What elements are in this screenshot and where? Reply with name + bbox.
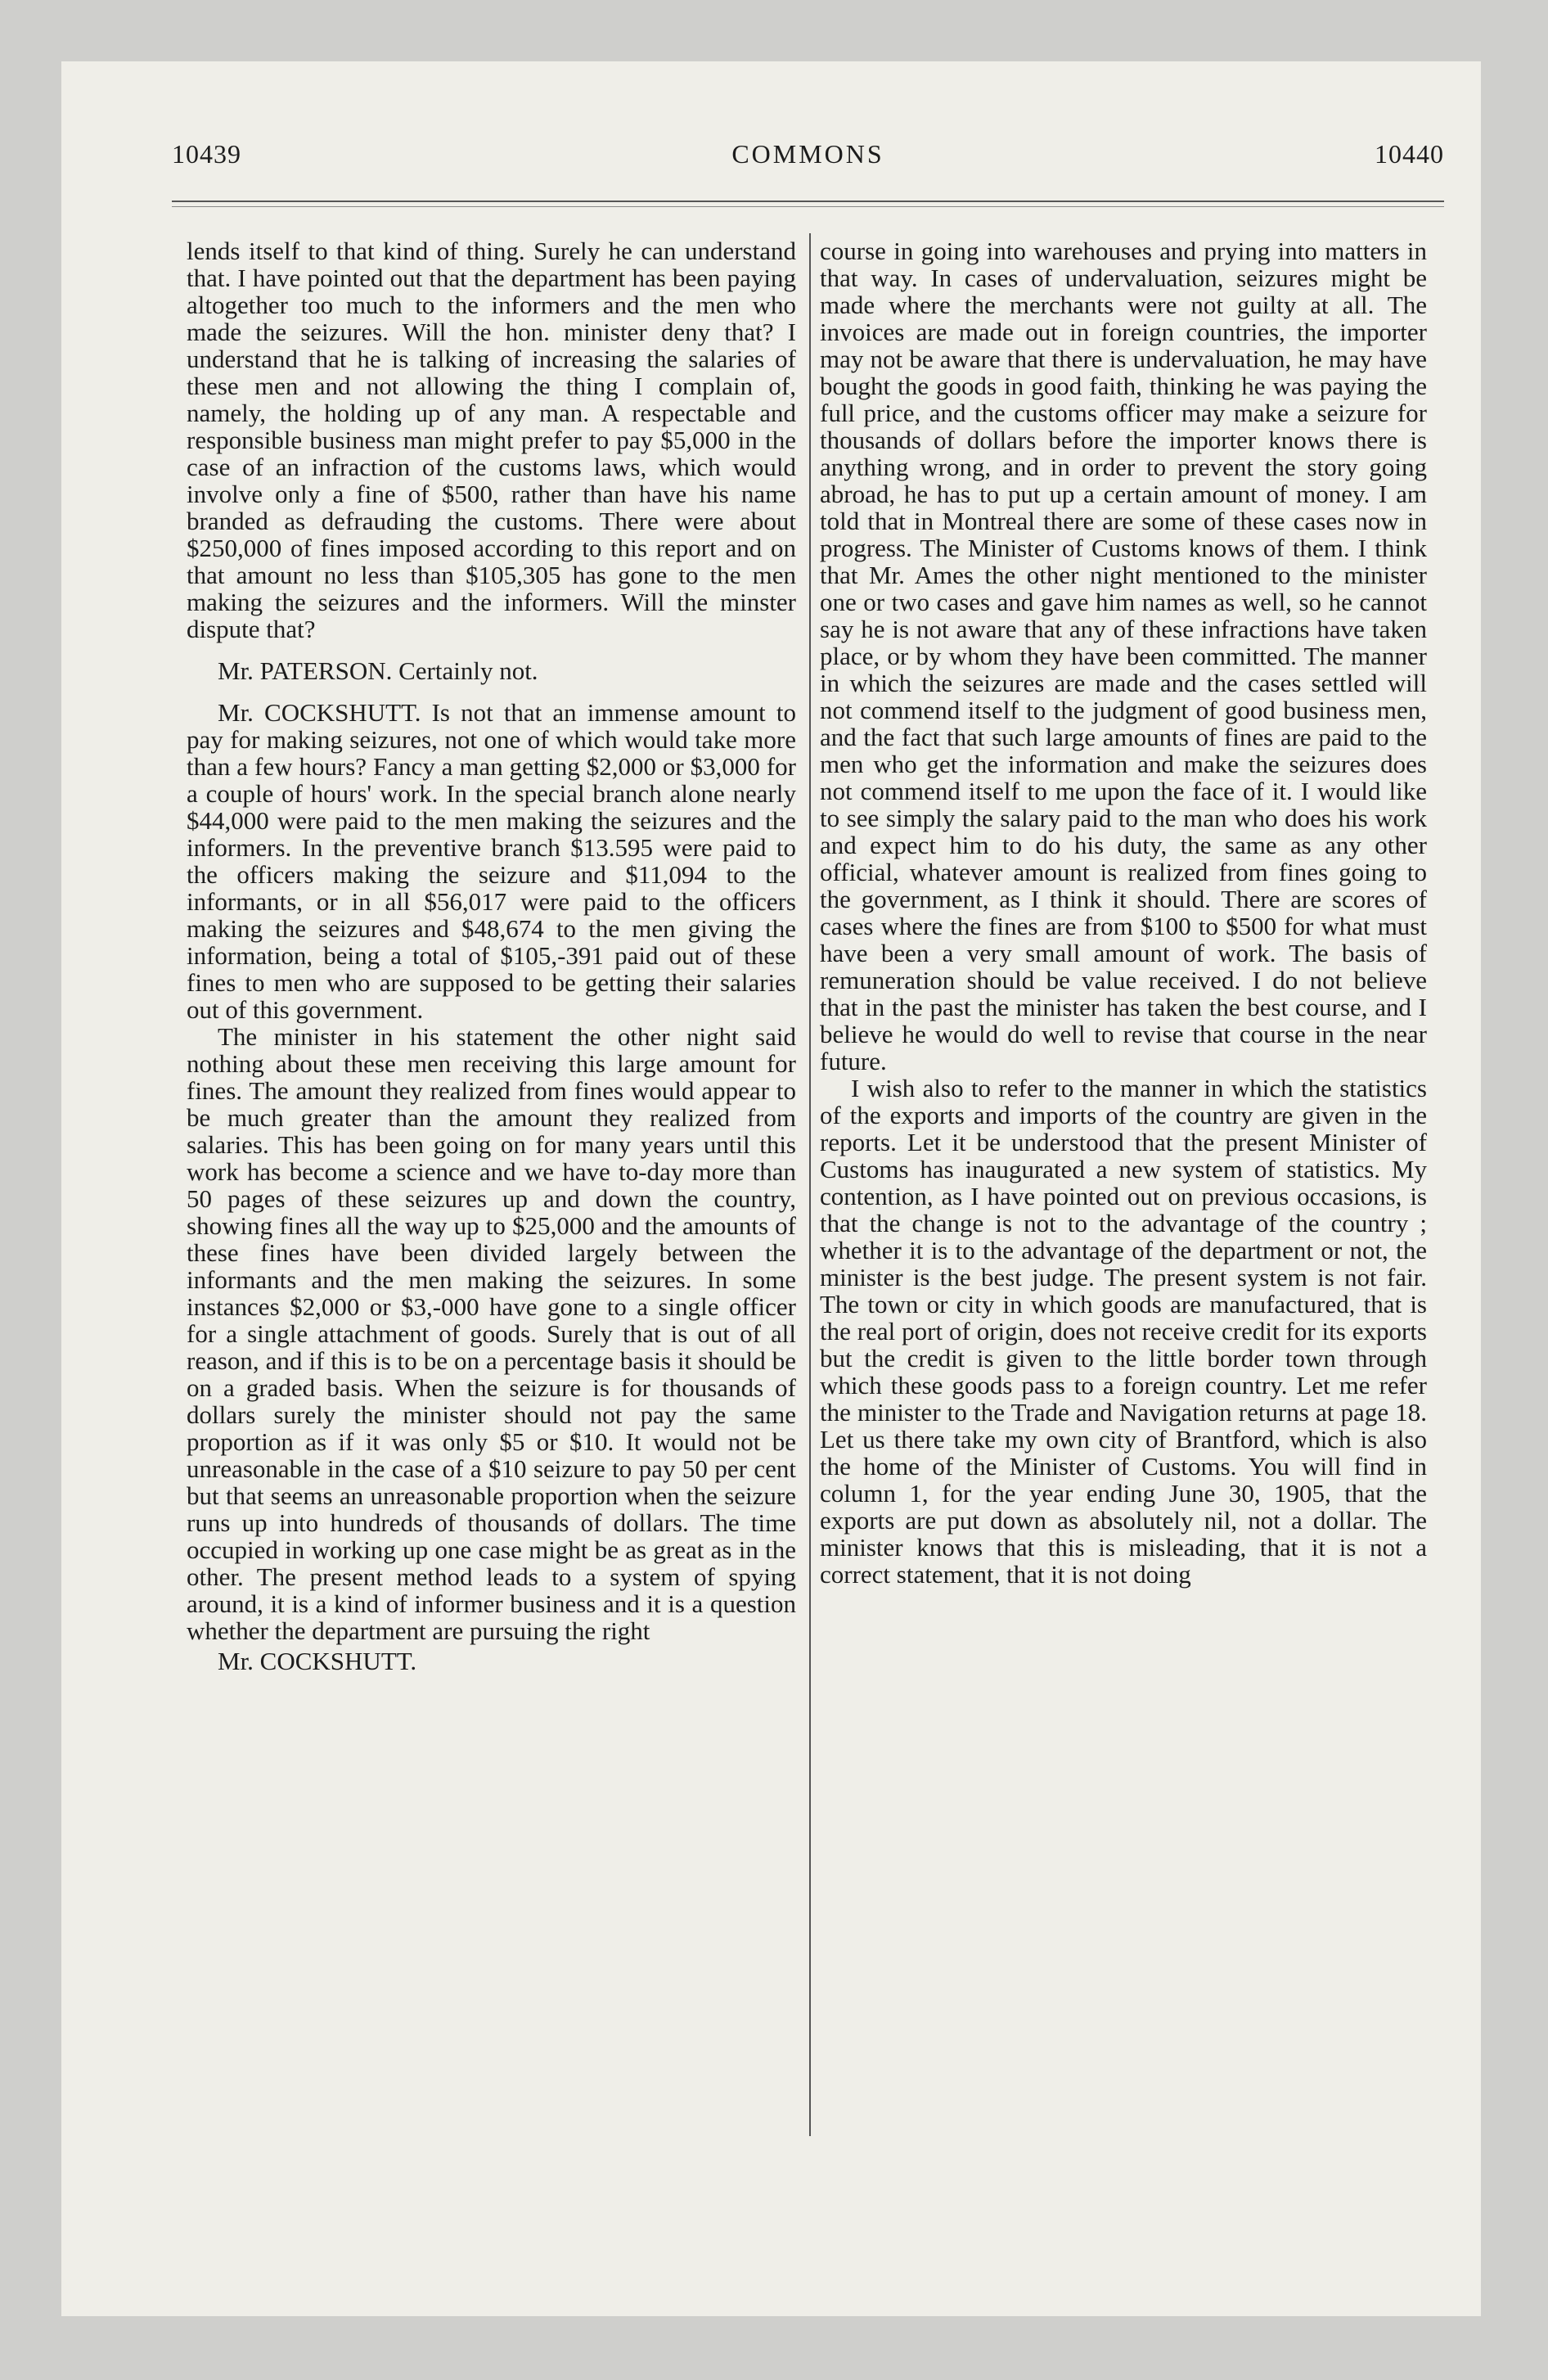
paragraph: course in going into warehouses and prying into matters in that way. In cases of undervaluation, seizures might be made where the merchants were not guilty at all. The invoices are made out in foreign countries, the importer may not be aware that there is undervaluation, he may have bought the goods in good faith, thinking he was paying the full price, and the customs officer may make a seizure for thousands of dollars before the importer knows there is anything wrong, and in order to prevent the story going abroad, he has to put up a certain amount of money. I am told that in Montreal there are some of these cases now in progress. The Minister of Customs knows of them. I think that Mr. Ames the other night mentioned to the minister one or two cases and gave him names as well, so he cannot say he is not aware that any of these infractions have taken place, or by whom they have been committed. The manner in which the seizures are made and the cases settled will not commend itself to the judgment of good business men, and the fact that such large amounts of fines are paid to the men who get the information and make the seizures does not commend itself to me upon the face of it. I would like to see simply the salary paid to the man who does his work and expect him to do his duty, the same as any other official, whatever amount is realized from fines going to the government, as I think it should. There are scores of cases where the fines are from $100 to $500 for what must have been a very small amount of work. The basis of remuneration should be value received. I do not believe that in the past the minister has taken the best course, and I believe he would do well to revise that course in the near future.: [820, 237, 1427, 1075]
running-title: COMMONS: [731, 139, 884, 169]
paragraph: lends itself to that kind of thing. Surely he can understand that. I have pointed out that the department has been paying altogether too much to the informers and the men who made the seizures. Will the hon. minister deny that? I understand that he is talking of increasing the salaries of these men and not allowing the thing I complain of, namely, the holding up of any man. A respectable and responsible business man might prefer to pay $5,000 in the case of an infraction of the customs laws, which would involve only a fine of $500, rather than have his name branded as defrauding the customs. There were about $250,000 of fines imposed according to this report and on that amount no less than $105,305 has gone to the men making the seizures and the informers. Will the minster dispute that?: [187, 237, 796, 643]
header-rule-thin: [172, 206, 1444, 207]
column-divider: [809, 233, 811, 2136]
speaker-paragraph: Mr. COCKSHUTT. Is not that an immense amount to pay for making seizures, not one of which would take more than a few hours? Fancy a man getting $2,000 or $3,000 for a couple of hours' work. In the special branch alone nearly $44,000 were paid to the men making the seizures and the informers. In the preventive branch $13.595 were paid to the officers making the seizure and $11,094 to the informants, or in all $56,017 were paid to the officers making the seizures and $48,674 to the men giving the information, being a total of $105,-391 paid out of these fines to men who are supposed to be getting their salaries out of this government.: [187, 698, 796, 1024]
header-rule: [172, 201, 1444, 202]
speaker-signoff: Mr. COCKSHUTT.: [218, 1647, 417, 1675]
paragraph: I wish also to refer to the manner in which the statistics of the exports and imports of the country are given in the reports. Let it be understood that the present Minister of Customs has inaugurated a new system of statistics. My contention, as I have pointed out on previous occasions, is that the change is not to the advantage of the country ; whether it is to the advantage of the department or not, the minister is the best judge. The present system is not fair. The town or city in which goods are manufactured, that is the real port of origin, does not receive credit for its exports but the credit is given to the little border town through which these goods pass to a foreign country. Let me refer the minister to the Trade and Navigation returns at page 18. Let us there take my own city of Brantford, which is also the home of the Minister of Customs. You will find in column 1, for the year ending June 30, 1905, that the exports are put down as absolutely nil, not a dollar. The minister knows that this is misleading, that it is not a correct statement, that it is not doing: [820, 1074, 1427, 1589]
paragraph: The minister in his statement the other night said nothing about these men receiving this large amount for fines. The amount they realized from fines would appear to be much greater than the amount they realized from salaries. This has been going on for many years until this work has become a science and we have to-day more than 50 pages of these seizures up and down the country, showing fines all the way up to $25,000 and the amounts of these fines have been divided largely between the informants and the men making the seizures. In some instances $2,000 or $3,-000 have gone to a single officer for a single attachment of goods. Surely that is out of all reason, and if this is to be on a percentage basis it should be on a graded basis. When the seizure is for thousands of dollars surely the minister should not pay the same proportion as if it was only $5 or $10. It would not be unreasonable in the case of a $10 seizure to pay 50 per cent but that seems an unreasonable proportion when the seizure runs up into hundreds of thousands of dollars. The time occupied in working up one case might be as great as in the other. The present method leads to a system of spying around, it is a kind of informer business and it is a question whether the department are pursuing the right: [187, 1022, 796, 1645]
page-number-right: 10440: [1375, 139, 1444, 169]
right-column: [820, 237, 1427, 1588]
page-number-left: 10439: [172, 139, 241, 169]
left-column: [187, 237, 796, 1675]
page-header: [172, 139, 1444, 188]
speaker-paragraph: Mr. PATERSON. Certainly not.: [218, 656, 538, 685]
